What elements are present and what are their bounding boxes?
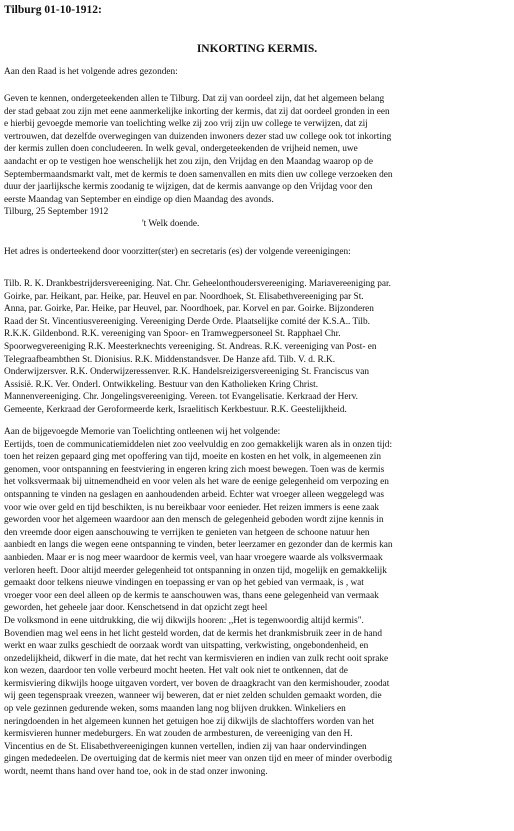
signers-paragraph (4, 278, 512, 417)
address-line: duur der jaarlijksche kermis zoodanig te wijzigen, dat de kermis aanvange op den Vrijdag voor den (4, 182, 373, 193)
signature-line: 't Welk doende. (142, 219, 200, 229)
memorie-line: geworden voor het algemeen waardoor aan den mensch de gelegenheid geboden wordt zijne kennis in (4, 515, 384, 526)
signers-line: Raad der St. Vincentiusvereeniging. Vereeniging Derde Orde. Plaatselijke comité der K.S.A.. Tilb. (4, 316, 370, 327)
memorie-line: verloren heeft. Door altijd meerder gelegenheid tot ontspanning in onzen tijd, mogelijk en gemakkelijk (4, 565, 387, 576)
memorie-line: aanbieden. Maar er is nog meer waardoor de kermis veel, van haar vroegere waarde als volksvermaak (4, 552, 383, 563)
address-paragraph (4, 93, 512, 219)
article-title: INKORTING KERMIS. (196, 43, 318, 55)
memorie-line: toen het reizen gepaard ging met opoffering van tijd, moeite en kosten en het volk, in algemeenen zin (4, 452, 382, 463)
memorie-line: Eertijds, toen de communicatiemiddelen niet zoo veelvuldig en zoo gemakkelijk waren als in onzen tijd: (4, 439, 393, 450)
address-line: Tilburg, 25 September 1912 (4, 207, 109, 218)
memorie-line: geworden, het geheele jaar door. Kenschetsend in dat opzicht zegt heel (4, 603, 268, 614)
address-line: aandacht er op te vestigen hoe wenschelijk het zou zijn, den Vrijdag en den Maandag waarop op de (4, 156, 373, 167)
dateline: Tilburg 01-10-1912: (4, 4, 102, 16)
signers-line: Onderwijzersver. R.K. Onderwijzeressenver. R.K. Handelsreizigersvereeniging St. Franciscus van (4, 367, 370, 378)
address-line: der kermis zullen doen concludeeren. In welk geval, ondergeteekenden de vrijheid nemen, uwe (4, 144, 358, 155)
memorie-line: onzedelijkheid, dikwerf in die mate, dat het recht van kermisvieren en indien van zulk recht ooit sprake (4, 653, 389, 664)
memorie-line: kon wezen, daardoor ten volle verbeurd mocht heeten. Het valt ook niet te ontkennen, dat de (4, 666, 348, 677)
memorie-line: vroeger voor een deel alleen op de kermis te aanschouwen was, thans eene gelegenheid van vermaak (4, 590, 379, 601)
address-line: Geven te kennen, ondergeteekenden allen te Tilburg. Dat zij van oordeel zijn, dat het algemeen belang (4, 94, 385, 104)
memorie-line: den vreemde door eigen aanschouwing te verrijken te genieten van hetgeen de schoone natuur hen (4, 527, 370, 538)
address-line: eerste Maandag van September en eindige op dien Maandag des avonds. (4, 194, 274, 205)
memorie-line: kermisvieren hunner medeburgers. En wat zouden de armbesturen, de vereeniging van den H. (4, 729, 353, 740)
address-line: vertrouwen, dat dezelfde overwegingen van duizenden inwoners dezer stad uw college ook tot inkorting (4, 131, 392, 142)
signers-line: Goirke, par. Heikant, par. Heike, par. Heuvel en par. Noordhoek, St. Elisabethvereeniging par St. (4, 291, 364, 302)
memorie-paragraph (4, 426, 512, 779)
signers-line: Anna, par. Goirke, Par. Heike, par Heuvel, par. Noordhoek, par. Korvel en par. Goirke. Bijzonderen (4, 304, 374, 315)
signers-intro (4, 246, 512, 259)
signers-line: Tilb. R. K. Drankbestrijdersvereeniging. Nat. Chr. Geheelonthoudersvereeniging. Mariavereeniging par. (4, 279, 391, 289)
memorie-line: op vele gezinnen gedurende weken, soms maanden lang nog blijven drukken. Winkeliers en (4, 704, 346, 715)
address-line: der stad gebaat zou zijn met eene aanmerkelijke inkorting der kermis, dat zij dat oordeel gronden in een (4, 106, 390, 117)
signers-line: Assisië. R.K. Ver. Onderl. Ontwikkeling. Bestuur van den Katholieken Kring Christ. (4, 379, 319, 390)
memorie-line: het volksvermaak bij uitnemendheid en voor velen als het ware de eenige gelegenheid om verpozing en (4, 477, 389, 488)
signers-line: Telegraafbeambthen St. Dionisius. R.K. Middenstandsver. De Hanze afd. Tilb. V. d. R.K. (4, 354, 336, 365)
memorie-line: Bovendien mag wel eens in het licht gesteld worden, dat de kermis het drankmisbruik zeer in de hand (4, 628, 382, 639)
signers-line: Spoorwegvereeniging R.K. Meesterknechts vereeniging. St. Andreas. R.K. vereeniging van Post- en (4, 341, 377, 352)
memorie-line: gingen mededeelen. De overtuiging dat de kermis niet meer van onzen tijd en meer of minder overbodig (4, 754, 393, 765)
signers-line: Mannenvereeniging. Chr. Jongelingsvereeniging. Vereen. tot Evangelisatie. Kerkraad der Herv. (4, 392, 358, 403)
memorie-line: gemaakt door telkens nieuwe vindingen en toepassing er van op het gebied van vermaak, is , wat (4, 578, 364, 589)
intro-line: Aan den Raad is het volgende adres gezonden: (4, 67, 178, 77)
memorie-line: wij geen tegenspraak vreezen, wanneer wij beweren, dat er niet zelden schulden gemaakt worden, die (4, 691, 382, 702)
memorie-line: genomen, voor ontspanning en feestviering in engeren kring zich moest bewegen. Toen was de kermis (4, 464, 385, 475)
memorie-line: neringdoenden in het algemeen kunnen het getuigen hoe zij dikwijls de slachtoffers worden van het (4, 716, 375, 727)
memorie-line: ontspanning te vinden na geslagen en aanhoudenden arbeid. Echter wat vroeger alleen weggelegd was (4, 489, 384, 500)
memorie-line: De volksmond in eene uitdrukking, die wij dikwijls hooren: ,,Het is tegenwoordig altijd kermis". (4, 615, 364, 626)
memorie-line: Vincentius en de St. Elisabethvereenigingen kunnen vertellen, indien zij van haar ondervindingen (4, 741, 367, 752)
memorie-line: voor wie over geld en tijd beschikten, is nu bereikbaar voor eenieder. Het reizen immers is eene zaak (4, 502, 380, 513)
memorie-line: Aan de bijgevoegde Memorie van Toelichting ontleenen wij het volgende: (4, 427, 281, 437)
address-line: e hierbij gevoegde memorie van toelichting welke zij zoo vrij zijn uw college te verwijzen, dat zij (4, 119, 368, 130)
signers-intro-line: Het adres is onderteekend door voorzitter(ster) en secretaris (es) der volgende vereenigingen: (4, 247, 351, 257)
signers-line: R.K.K. Gildenbond. R.K. vereeniging van Spoor- en Tramwegpersoneel St. Rapphael Chr. (4, 329, 341, 340)
signers-line: Gemeente, Kerkraad der Geroformeerde kerk, Israelitisch Kerkbestuur. R.K. Geestelijkheid. (4, 404, 347, 415)
memorie-line: kermisviering dikwijls hooge uitgaven vordert, ver boven de draagkracht van den kermishouder, zoodat (4, 678, 390, 689)
memorie-line: werkt en waar zulks geschiedt de oorzaak wordt van uitspatting, verkwisting, ongebondenheid, en (4, 641, 369, 652)
intro-paragraph (4, 66, 512, 79)
address-line: Septembermaandsmarkt valt, met de kermis te doen samenvallen en mits dien uw college verzoeken den (4, 169, 393, 180)
memorie-line: wordt, neemt thans hand over hand toe, ook in de stad onzer inwoning. (4, 767, 268, 778)
memorie-line: aanbiedt en langs die wegen eene ontspanning te vinden, beter leerzamer en gezonder dan de kermis kan (4, 540, 393, 551)
